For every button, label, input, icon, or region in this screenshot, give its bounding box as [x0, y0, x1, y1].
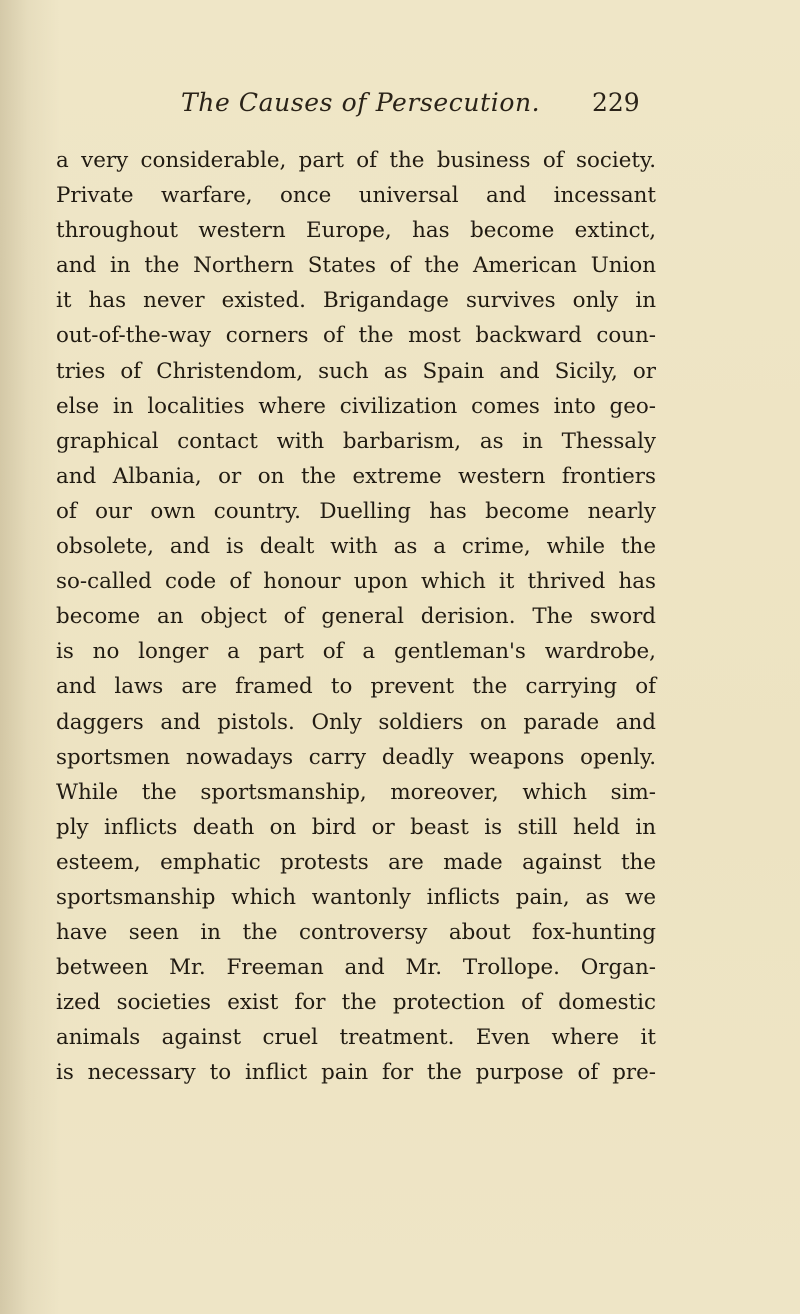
text-line: graphical contact with barbarism, as in Thessaly — [56, 428, 656, 454]
text-line: ized societies exist for the protection of domestic — [56, 990, 656, 1016]
text-line: it has never existed. Brigandage survives only in — [56, 288, 656, 314]
text-line: become an object of general derision. The sword — [56, 604, 656, 630]
text-line: and laws are framed to prevent the carrying of — [56, 674, 656, 700]
text-line: so-called code of honour upon which it thrived has — [56, 569, 656, 595]
text-line: Private warfare, once universal and incessant — [56, 183, 656, 209]
text-line: sportsmanship which wantonly inflicts pain, as we — [56, 884, 656, 910]
running-title: The Causes of Persecution. — [181, 88, 541, 117]
text-line: While the sportsmanship, moreover, which sim- — [56, 779, 656, 805]
text-line: else in localities where civilization comes into geo- — [56, 393, 656, 419]
text-line: and Albania, or on the extreme western frontiers — [56, 463, 656, 489]
text-line: between Mr. Freeman and Mr. Trollope. Organ- — [56, 955, 656, 981]
text-line: obsolete, and is dealt with as a crime, while the — [56, 534, 656, 560]
running-head — [0, 88, 800, 128]
text-line: out-of-the-way corners of the most backward coun- — [56, 323, 656, 349]
body-text — [56, 143, 656, 1091]
text-line: sportsmen nowadays carry deadly weapons openly. — [56, 744, 656, 770]
text-line: is necessary to inflict pain for the purpose of pre- — [56, 1060, 656, 1086]
text-line: tries of Christendom, such as Spain and Sicily, or — [56, 358, 656, 384]
text-line: a very considerable, part of the business of society. — [56, 148, 656, 173]
text-line: have seen in the controversy about fox-hunting — [56, 920, 656, 946]
text-line: ply inflicts death on bird or beast is still held in — [56, 814, 656, 840]
text-line: is no longer a part of a gentleman's wardrobe, — [56, 639, 656, 665]
text-line: esteem, emphatic protests are made against the — [56, 849, 656, 875]
text-line: of our own country. Duelling has become nearly — [56, 498, 656, 524]
text-line: daggers and pistols. Only soldiers on parade and — [56, 709, 656, 735]
text-line: animals against cruel treatment. Even where it — [56, 1025, 656, 1051]
page-number: 229 — [592, 88, 640, 117]
text-line: and in the Northern States of the American Union — [56, 253, 656, 279]
text-line: throughout western Europe, has become extinct, — [56, 218, 656, 244]
